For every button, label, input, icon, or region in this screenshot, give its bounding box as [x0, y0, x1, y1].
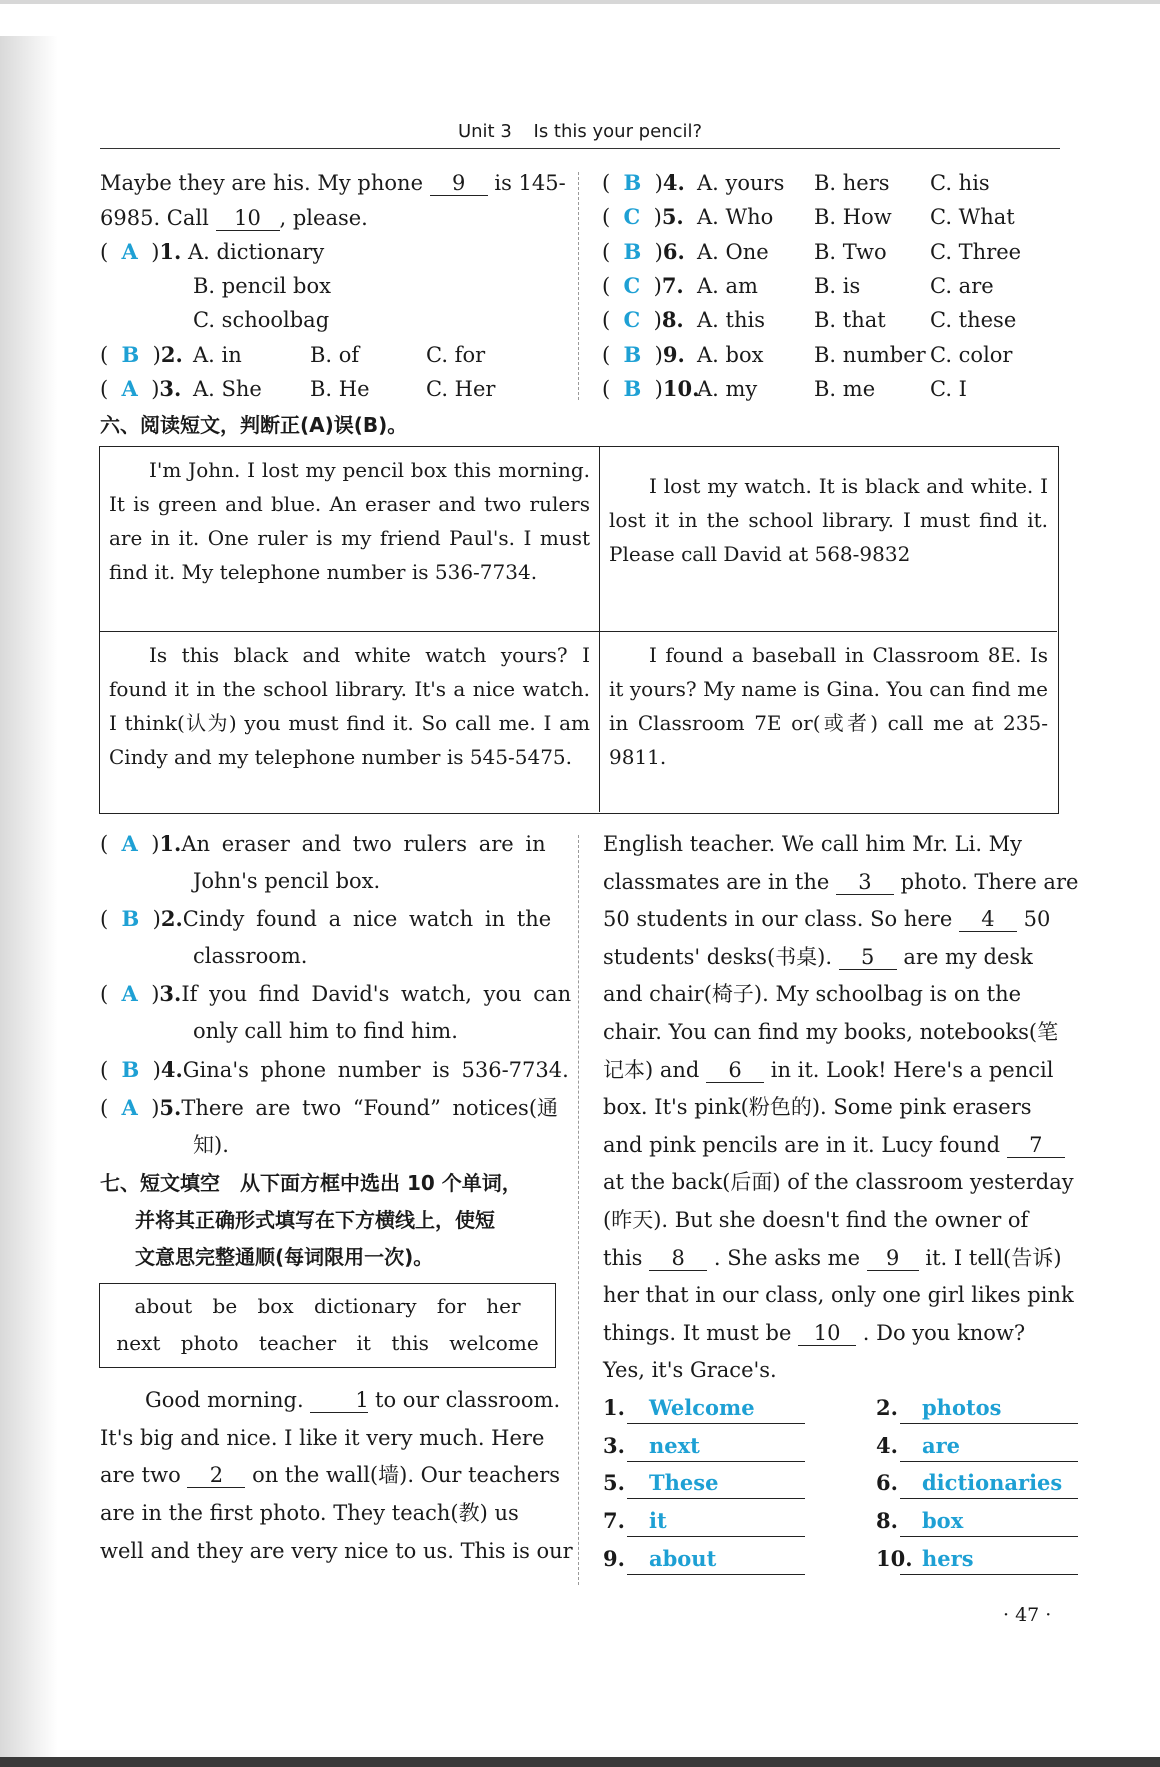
word-bank-line2: next photo teacher it this welcome — [116, 1331, 539, 1355]
answer-number: 6. — [876, 1470, 898, 1496]
passage-line — [603, 904, 1050, 934]
option-a: A. yours — [697, 171, 785, 195]
text: on the wall(墙). Our teachers — [252, 1463, 561, 1488]
notice-john — [100, 447, 600, 632]
option-a: A. dictionary — [188, 240, 325, 264]
question-number: 6. — [662, 238, 685, 264]
answer-mark: B — [121, 342, 140, 367]
blank-4: 4 — [959, 907, 1017, 932]
statement-line1: Cindy found a nice watch in the — [182, 907, 552, 931]
text: is 145- — [494, 171, 566, 195]
page-number: · 47 · — [1003, 1604, 1052, 1626]
section-7-title-line1: 七、短文填空 从下面方框中选出 10 个单词， — [100, 1171, 522, 1195]
answer-word: photos — [900, 1393, 1078, 1424]
option-a: A. my — [697, 376, 758, 401]
answer-row — [603, 1544, 805, 1575]
passage-line — [603, 1017, 1058, 1047]
answer-mark: A — [121, 981, 138, 1006]
answer-word: dictionaries — [900, 1468, 1078, 1499]
option-a: A. Who — [697, 205, 774, 230]
notice-david — [600, 447, 1057, 632]
choice-question: ( B )6. — [602, 238, 685, 264]
bottom-edge — [0, 1757, 1160, 1767]
answer-mark: A — [121, 239, 138, 264]
text: Good morning. — [145, 1388, 304, 1412]
question-number: 9. — [662, 341, 685, 367]
answer-number: 7. — [603, 1508, 625, 1534]
text: things. It must be — [603, 1320, 792, 1345]
question-number: 3. — [159, 376, 182, 401]
text: photo. There are — [900, 869, 1079, 894]
question-number: 8. — [661, 307, 684, 333]
passage-line — [603, 1280, 1074, 1310]
option-c: C. these — [930, 308, 1017, 333]
answer-mark: B — [121, 906, 140, 931]
statement-line1: There are two “Found” notices(通 — [181, 1096, 559, 1120]
passage-line — [603, 979, 1021, 1009]
judgement-item: ( A )1.An eraser and two rulers are in — [100, 831, 546, 856]
column-divider — [578, 172, 579, 400]
text: to our classroom. — [375, 1388, 561, 1412]
passage-line — [603, 1055, 1053, 1085]
section-6-title: 六、阅读短文，判断正(A)误(B)。 — [100, 413, 408, 437]
blank-10: 10 — [216, 206, 280, 231]
text: are my desk — [903, 944, 1033, 969]
answer-number: 9. — [603, 1545, 625, 1571]
blank-9: 9 — [430, 171, 488, 196]
question-number: 5. — [661, 204, 684, 230]
choice-question: ( B )10. — [602, 375, 700, 401]
answer-row — [876, 1506, 1078, 1537]
answer-row — [603, 1506, 805, 1537]
text: well and they are very nice to us. This is our — [100, 1538, 573, 1563]
option-a: A. She — [193, 377, 262, 401]
text: and chair(椅子). My schoolbag is on the — [603, 982, 1022, 1007]
page-shadow — [0, 36, 58, 1759]
answer-row — [603, 1393, 805, 1424]
blank-9: 9 — [867, 1246, 919, 1271]
option-b: B. of — [310, 343, 360, 367]
answer-word: are — [900, 1431, 1078, 1462]
blank-6: 6 — [706, 1058, 764, 1083]
passage-line — [100, 1385, 560, 1415]
text: 50 — [1023, 907, 1051, 932]
passage-line — [603, 1205, 1028, 1235]
option-b: B. pencil box — [193, 274, 331, 298]
blank-2: 2 — [187, 1463, 245, 1488]
judgement-item: ( A )3.If you find David's watch, you can — [100, 981, 572, 1006]
section-7-title-line3: 文意思完整通顺(每词限用一次)。 — [135, 1245, 434, 1269]
option-b: B. hers — [814, 171, 890, 195]
option-a: A. in — [193, 343, 242, 367]
answer-row — [876, 1544, 1078, 1575]
text: Yes, it's Grace's. — [603, 1358, 777, 1383]
passage-line — [100, 168, 566, 198]
notice-text: I lost my watch. It is black and white. I lost it in the school library. I must find it. Please call David at 568-9832 — [609, 474, 1048, 566]
passage-line — [603, 1318, 1025, 1348]
passage-line — [603, 1167, 1074, 1197]
statement-line1: Gina's phone number is 536-7734. — [182, 1058, 569, 1082]
text: 50 students in our class. So here — [603, 907, 953, 932]
notice-cindy — [100, 632, 600, 812]
option-c: C. Her — [426, 377, 496, 401]
notice-grid — [99, 446, 1059, 814]
answer-word: next — [627, 1431, 805, 1462]
answer-word: it — [627, 1506, 805, 1537]
text: (昨天). But she doesn't find the owner of — [603, 1208, 1029, 1232]
option-c: C. Three — [930, 239, 1022, 264]
unit-label: Unit 3 — [457, 121, 512, 142]
answer-mark: A — [121, 376, 138, 401]
word-bank-line1: about be box dictionary for her — [134, 1294, 521, 1318]
option-b: B. How — [814, 205, 892, 230]
answer-row — [876, 1468, 1078, 1499]
choice-question: ( B )9. — [602, 341, 685, 367]
text: are two — [100, 1463, 181, 1488]
text: her that in our class, only one girl likes pink — [603, 1283, 1074, 1308]
blank-8: 8 — [649, 1246, 707, 1271]
answer-number: 2. — [876, 1395, 898, 1420]
answer-number: 4. — [876, 1432, 898, 1458]
blank-7: 7 — [1007, 1133, 1065, 1158]
option-b: B. number — [814, 342, 926, 367]
passage-line — [100, 1498, 519, 1528]
answer-word: about — [627, 1544, 805, 1575]
judgement-item: ( A )5.There are two “Found” notices(通 — [100, 1095, 559, 1120]
option-c: C. schoolbag — [193, 308, 330, 332]
answer-row — [603, 1431, 805, 1462]
option-c: C. his — [930, 171, 990, 195]
text: English teacher. We call him Mr. Li. My — [603, 832, 1023, 856]
passage-line — [100, 203, 368, 233]
answer-mark: C — [623, 307, 641, 333]
question-1: ( A )1. A. dictionary — [100, 239, 325, 264]
answer-number: 3. — [603, 1432, 625, 1458]
passage-line — [100, 1536, 573, 1566]
question-number: 4. — [662, 170, 685, 195]
answer-number: 10. — [876, 1545, 913, 1571]
option-b: B. that — [814, 308, 886, 333]
text: . Do you know? — [862, 1320, 1026, 1345]
answer-mark: A — [121, 1095, 138, 1120]
question-number: 1. — [159, 831, 182, 856]
notice-text: I found a baseball in Classroom 8E. Is it yours? My name is Gina. You can find me in Classroom 7E or(或者) call me at 235-9811. — [609, 643, 1048, 769]
option-a: A. box — [697, 342, 764, 367]
blank-1: 1 — [310, 1388, 368, 1413]
blank-10: 10 — [798, 1321, 856, 1346]
question-number: 3. — [159, 981, 182, 1006]
answer-mark: B — [623, 375, 642, 401]
option-b: B. is — [814, 273, 861, 298]
passage-line — [603, 1355, 777, 1385]
text: . She asks me — [713, 1245, 861, 1270]
passage-line — [603, 867, 1078, 897]
statement-line2: only call him to find him. — [193, 1019, 458, 1043]
answer-row — [876, 1393, 1078, 1424]
column-divider — [578, 835, 579, 1585]
answer-mark: B — [623, 341, 642, 367]
notice-text: Is this black and white watch yours? I found it in the school library. It's a nice watch. I think(认为) you must find it. So call me. I am Cindy and my telephone number is 545-5475. — [109, 643, 590, 769]
answer-mark: B — [623, 238, 642, 264]
passage-line — [603, 1130, 1065, 1160]
option-b: B. Two — [814, 239, 887, 264]
statement-line2: John's pencil box. — [193, 869, 381, 893]
text: students' desks(书桌). — [603, 944, 833, 969]
option-b: B. me — [814, 376, 876, 401]
statement-line1: If you find David's watch, you can — [181, 982, 572, 1006]
question-number: 10. — [662, 375, 700, 401]
top-edge — [0, 0, 1160, 4]
text: at the back(后面) of the classroom yesterday — [603, 1170, 1074, 1195]
text: box. It's pink(粉色的). Some pink erasers — [603, 1095, 1032, 1120]
passage-line — [603, 1243, 1062, 1273]
answer-word: hers — [900, 1544, 1078, 1575]
choice-question: ( C )7. — [602, 272, 684, 298]
passage-line — [100, 1460, 560, 1490]
answer-word: These — [627, 1468, 805, 1499]
option-c: C. I — [930, 376, 967, 401]
blank-3: 3 — [836, 870, 894, 895]
answer-row — [603, 1468, 805, 1499]
text: this — [603, 1245, 643, 1270]
unit-title: Is this your pencil? — [533, 121, 703, 142]
answer-mark: C — [623, 204, 641, 230]
answer-row — [876, 1431, 1078, 1462]
question-number: 2. — [160, 906, 183, 931]
blank-5: 5 — [839, 945, 897, 970]
text: 记本) and — [603, 1057, 700, 1082]
notice-gina — [600, 632, 1057, 812]
statement-line1: An eraser and two rulers are in — [181, 832, 546, 856]
choice-question: ( C )8. — [602, 307, 684, 333]
text: and pink pencils are in it. Lucy found — [603, 1132, 1001, 1157]
question-3: ( A )3. — [100, 376, 182, 401]
answer-mark: A — [121, 831, 138, 856]
text: classmates are in the — [603, 869, 830, 894]
choice-question: ( C )5. — [602, 204, 684, 230]
text: it. I tell(告诉) — [925, 1245, 1062, 1270]
answer-number: 8. — [876, 1508, 898, 1534]
answer-mark: B — [623, 170, 642, 195]
judgement-item: ( B )2.Cindy found a nice watch in the — [100, 906, 552, 931]
judgement-item: ( B )4.Gina's phone number is 536-7734. — [100, 1057, 569, 1082]
notice-text: I'm John. I lost my pencil box this morning. It is green and blue. An eraser and two rulers are in it. One ruler is my friend Paul's. I must find it. My telephone number is 536-7734. — [109, 458, 590, 584]
answer-number: 1. — [603, 1395, 625, 1420]
running-header — [100, 118, 1060, 149]
question-number: 2. — [160, 342, 183, 367]
question-number: 1. — [159, 239, 182, 264]
statement-line2: 知). — [193, 1133, 229, 1157]
answer-number: 5. — [603, 1470, 625, 1496]
option-a: A. am — [697, 273, 758, 298]
question-2: ( B )2. — [100, 342, 183, 367]
option-c: C. are — [930, 273, 994, 298]
answer-word: Welcome — [627, 1393, 805, 1424]
text: are in the first photo. They teach(教) us — [100, 1501, 519, 1526]
text: It's big and nice. I like it very much. Here — [100, 1425, 545, 1450]
text: , please. — [279, 206, 368, 230]
answer-word: box — [900, 1506, 1078, 1537]
option-c: C. color — [930, 342, 1013, 367]
option-a: A. this — [697, 308, 765, 333]
passage-line — [603, 1092, 1032, 1122]
text: 6985. Call — [100, 206, 209, 230]
question-number: 7. — [661, 272, 684, 298]
passage-line — [603, 942, 1033, 972]
text: Maybe they are his. My phone — [100, 171, 423, 195]
text: chair. You can find my books, notebooks(笔 — [603, 1020, 1059, 1044]
choice-question: ( B )4. — [602, 170, 685, 195]
option-c: C. What — [930, 205, 1015, 230]
option-b: B. He — [310, 377, 370, 401]
section-7-title-line2: 并将其正确形式填写在下方横线上，使短 — [135, 1208, 495, 1232]
word-bank — [99, 1283, 556, 1368]
text: in it. Look! Here's a pencil — [770, 1057, 1054, 1082]
answer-mark: C — [623, 272, 641, 298]
passage-line — [100, 1423, 544, 1453]
option-c: C. for — [426, 343, 486, 367]
question-number: 4. — [160, 1057, 183, 1082]
statement-line2: classroom. — [193, 944, 308, 968]
question-number: 5. — [159, 1095, 182, 1120]
option-a: A. One — [697, 239, 769, 264]
answer-mark: B — [121, 1057, 140, 1082]
passage-line — [603, 829, 1022, 859]
